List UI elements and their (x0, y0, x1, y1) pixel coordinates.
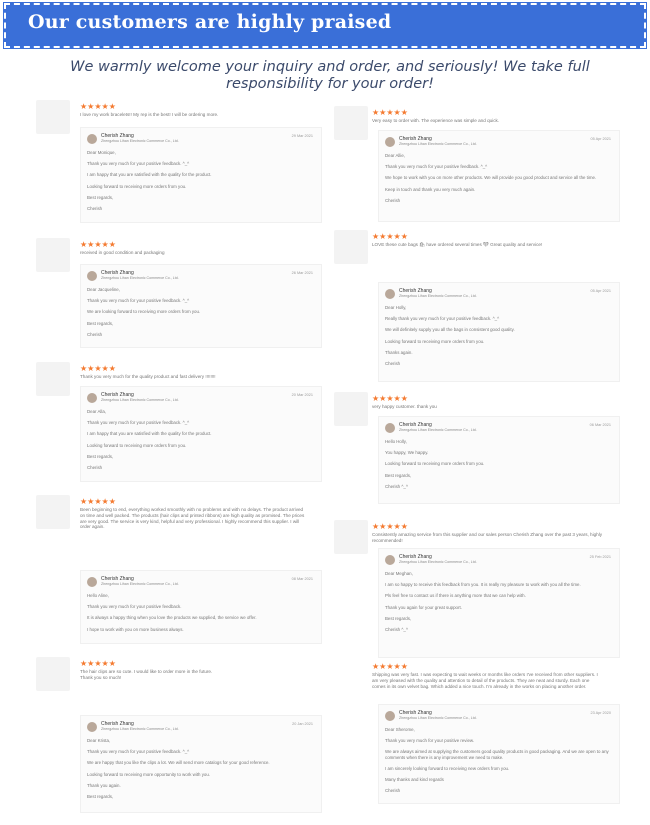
avatar (385, 711, 395, 721)
seller-reply (378, 282, 620, 382)
reply-line: Cherish ^_^ (385, 483, 408, 489)
reply-line: Thank you again. (87, 782, 121, 788)
reply-line: Cherish (87, 206, 103, 212)
avatar (87, 393, 97, 403)
reply-body (385, 571, 613, 638)
reply-line: Dear Allie, (385, 153, 406, 158)
reply-line: Looking forward to receiving more orders from you. (385, 461, 485, 467)
reply-company: Zhengzhou Lihan Electronic Commerce Co., Ltd. (399, 294, 477, 298)
reply-date: 20 Mar 2021 (291, 393, 313, 397)
reply-line: Best regards, (385, 615, 412, 621)
reply-body (87, 593, 315, 638)
reply-body (385, 305, 613, 372)
review-comment: very happy customer. thank you (372, 404, 437, 409)
product-thumbnail (334, 106, 368, 140)
reply-line: Cherish (87, 331, 103, 337)
reply-date: 05 Apr 2021 (590, 137, 611, 141)
reply-line: Dear Holly, (385, 305, 407, 310)
reply-line: Looking forward to receiving more orders from you. (87, 442, 187, 448)
reply-body (87, 150, 315, 217)
banner (4, 3, 646, 48)
review-comment: Been beginning to end, everything worked smoothly with no problems and with no delays. The product arrived on time and well packed. The products (hair clips and printed ribbons) are high quality as promised. The prices are very good. The service is very kind, helpful and very professional. I highly recommend this supplier. I will order again. (80, 507, 305, 530)
reply-line: Many thanks and kind regards (385, 777, 444, 783)
reply-line: Cherish (385, 361, 401, 367)
seller-reply (80, 715, 322, 813)
reply-line: Pls feel free to contact us if there is anything more that we can help with. (385, 593, 526, 599)
star-rating: ★★★★★ (372, 108, 408, 117)
reply-line: I am happy that you are satisfied with the quality for the product. (87, 431, 212, 437)
reply-line: Thanks again. (385, 349, 413, 355)
reply-body (385, 153, 613, 209)
star-rating: ★★★★★ (372, 662, 408, 671)
reply-line: We are looking forward to receiving more orders from you. (87, 309, 201, 315)
reply-line: Cherish ^_^ (385, 627, 408, 633)
reply-date: 25 Feb 2021 (589, 555, 611, 559)
reply-name: Cherish Zhang (399, 422, 432, 428)
review-comment: The hair clips are so cute. I would like to order more in the future. Thank you so much! (80, 669, 213, 680)
reply-line: Looking forward to receiving more orders from you. (87, 183, 187, 189)
reply-line: Best regards, (87, 453, 114, 459)
reply-line: Thank you very much for your positive feedback. ^_^ (87, 749, 190, 755)
reply-company: Zhengzhou Lihan Electronic Commerce Co., Ltd. (101, 139, 179, 143)
reply-body (87, 738, 315, 805)
reply-line: I am sincerely looking forward to receiving new orders from you. (385, 765, 510, 771)
reply-line: Thank you very much for your positive feedback. ^_^ (87, 161, 190, 167)
reply-body (385, 727, 613, 799)
reply-company: Zhengzhou Lihan Electronic Commerce Co., Ltd. (101, 582, 179, 586)
reply-line: It is always a happy thing when you love the products we supplied, the service we offer. (87, 615, 257, 621)
reply-name: Cherish Zhang (101, 576, 134, 582)
reply-line: We are happy that you like the clips a lot. We will send more catalogs for your good reference. (87, 760, 270, 766)
reply-company: Zhengzhou Lihan Electronic Commerce Co., Ltd. (399, 716, 477, 720)
reply-name: Cherish Zhang (101, 721, 134, 727)
reply-line: We hope to work with you on more other products. We will provide you good product and service all the time. (385, 175, 597, 181)
reply-date: 29 Mar 2021 (291, 134, 313, 138)
reply-date: 26 Mar 2021 (291, 271, 313, 275)
star-rating: ★★★★★ (372, 522, 408, 531)
reply-company: Zhengzhou Lihan Electronic Commerce Co., Ltd. (101, 398, 179, 402)
review-comment: Consistently amazing service from this supplier and our sales person Cherish Zhang over the past 3 years, highly recommended! (372, 532, 603, 543)
reply-line: Looking forward to receiving more opportunity to work with you. (87, 771, 210, 777)
seller-reply (378, 548, 620, 658)
reply-company: Zhengzhou Lihan Electronic Commerce Co., Ltd. (399, 142, 477, 146)
reply-line: Thank you very much for your positive feedback. (87, 604, 182, 610)
reply-line: Best regards, (87, 194, 114, 200)
review-comment: received in good condition and packaging (80, 250, 165, 255)
product-thumbnail (36, 238, 70, 272)
avatar (87, 134, 97, 144)
reply-line: I hope to work with you on more business always. (87, 626, 184, 632)
star-rating: ★★★★★ (80, 659, 116, 668)
seller-reply (80, 386, 322, 482)
reply-name: Cherish Zhang (101, 392, 134, 398)
reply-line: Cherish (385, 788, 401, 794)
reply-line: Hello Aline, (87, 593, 109, 598)
star-rating: ★★★★★ (80, 497, 116, 506)
reply-line: We are always aimed at supplying the customers good quality products in good packaging. And we are open to any comments when there is any improvement we need to make. (385, 749, 609, 760)
reply-body (87, 409, 315, 476)
review-comment: Thank you very much for the quality product and fast delivery !!!!!!!! (80, 374, 216, 379)
reply-line: Looking forward to receiving more orders from you. (385, 338, 485, 344)
banner-title: Our customers are highly praised (28, 11, 392, 33)
product-thumbnail (334, 392, 368, 426)
reply-line: We will definitely supply you all the bags in consistent good quality. (385, 327, 515, 333)
product-thumbnail (36, 657, 70, 691)
review-comment: Shipping was very fast. I was expecting to wait weeks or months like orders I've received from other suppliers. I am very pleased with the quality and attention to detail of the products. They are neat and sturdy. Each one comes in its own velvet bag. Which added a nice touch. I'm already in the works on placing another order. (372, 672, 598, 689)
reply-line: Hello Holly, (385, 439, 407, 444)
reply-line: Thank you again for your great support. (385, 604, 462, 610)
review-comment: I love my work bracelets!! My rep is the best! I will be ordering more. (80, 112, 219, 117)
reply-line: Thank you very much for your positive feedback. ^_^ (87, 298, 190, 304)
product-thumbnail (334, 520, 368, 554)
reply-line: Best regards, (87, 320, 114, 326)
star-rating: ★★★★★ (80, 240, 116, 249)
reply-company: Zhengzhou Lihan Electronic Commerce Co., Ltd. (399, 560, 477, 564)
star-rating: ★★★★★ (372, 394, 408, 403)
avatar (385, 137, 395, 147)
avatar (385, 423, 395, 433)
reply-line: Really thank you very much for your positive feedback. ^_^ (385, 316, 500, 322)
reply-date: 06 Mar 2021 (589, 423, 611, 427)
star-rating: ★★★★★ (80, 364, 116, 373)
seller-reply (80, 264, 322, 348)
reply-line: Dear Sherome, (385, 727, 415, 732)
product-thumbnail (36, 495, 70, 529)
reply-line: Dear Meghan, (385, 571, 413, 576)
avatar (385, 555, 395, 565)
avatar (87, 722, 97, 732)
reply-body (87, 287, 315, 343)
seller-reply (378, 130, 620, 222)
avatar (87, 577, 97, 587)
reply-body (385, 439, 613, 495)
avatar (87, 271, 97, 281)
reply-name: Cherish Zhang (399, 554, 432, 560)
seller-reply (378, 416, 620, 504)
reply-line: Dear Jacqueline, (87, 287, 120, 292)
review-comment: LOVE these cute bags 🛍 have ordered several times ❤ Great quality and service! (372, 242, 543, 247)
star-rating: ★★★★★ (372, 232, 408, 241)
reply-line: I am happy that you are satisfied with the quality for the product. (87, 172, 212, 178)
reply-line: Dear Alla, (87, 409, 107, 414)
reply-company: Zhengzhou Lihan Electronic Commerce Co., Ltd. (101, 276, 179, 280)
reply-line: Best regards, (87, 794, 114, 800)
reply-name: Cherish Zhang (101, 270, 134, 276)
subtitle: We warmly welcome your inquiry and order, and seriously! We take full responsibility for your order! (70, 59, 590, 92)
product-thumbnail (334, 230, 368, 264)
reply-name: Cherish Zhang (399, 288, 432, 294)
seller-reply (80, 570, 322, 644)
reply-line: Cherish (385, 197, 401, 203)
product-thumbnail (36, 362, 70, 396)
reply-line: Best regards, (385, 472, 412, 478)
review-comment: Very easy to order with. The experience was simple and quick. (372, 118, 500, 123)
reply-line: Dear Monique, (87, 150, 116, 155)
reply-date: 05 Apr 2021 (590, 289, 611, 293)
reply-line: Cherish (87, 465, 103, 471)
reply-name: Cherish Zhang (101, 133, 134, 139)
reply-line: Dear Krista, (87, 738, 111, 743)
reply-name: Cherish Zhang (399, 136, 432, 142)
reply-name: Cherish Zhang (399, 710, 432, 716)
product-thumbnail (36, 100, 70, 134)
reply-date: 20 Jan 2021 (292, 722, 313, 726)
reply-line: You happy, We happy. (385, 450, 429, 456)
reply-line: I am so happy to receive this feedback from you. It is really my pleasure to work with you all the time. (385, 582, 581, 588)
reply-line: Thank you very much for your positive review. (385, 738, 475, 744)
seller-reply (80, 127, 322, 223)
reply-date: 08 Mar 2021 (291, 577, 313, 581)
reply-line: Thank you very much for your positive feedback. ^_^ (87, 420, 190, 426)
reply-date: 23 Apr 2020 (590, 711, 611, 715)
seller-reply (378, 704, 620, 804)
reply-company: Zhengzhou Lihan Electronic Commerce Co., Ltd. (399, 428, 477, 432)
reply-company: Zhengzhou Lihan Electronic Commerce Co., Ltd. (101, 727, 179, 731)
star-rating: ★★★★★ (80, 102, 116, 111)
avatar (385, 289, 395, 299)
reply-line: Thank you very much for your positive feedback. ^_^ (385, 164, 488, 170)
reply-line: Keep in touch and thank you very much again. (385, 186, 476, 192)
